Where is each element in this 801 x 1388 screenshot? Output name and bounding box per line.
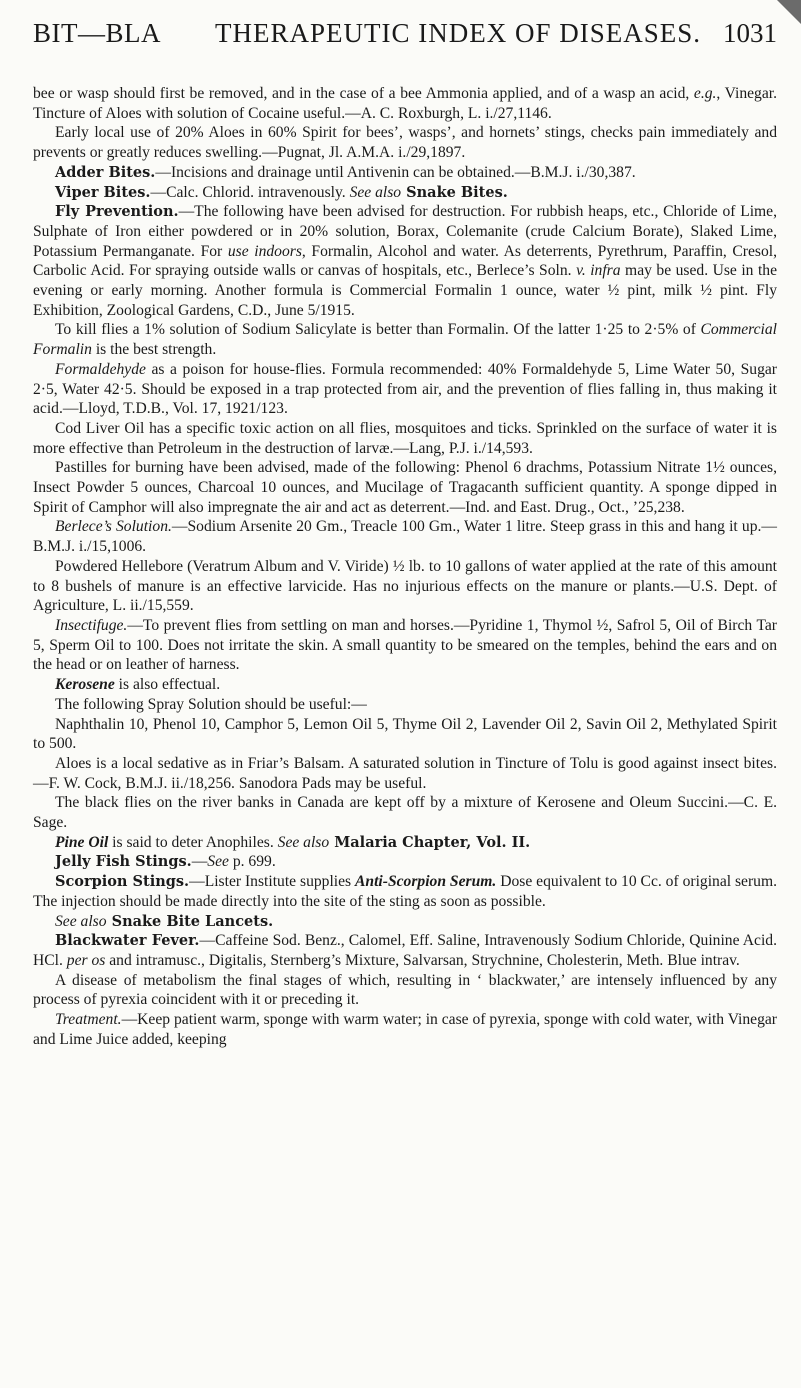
- emphasis-text: v. infra: [576, 262, 621, 280]
- paragraph: [33, 912, 777, 932]
- paragraph: [33, 123, 777, 162]
- emphasis-text: Kerosene: [55, 676, 115, 694]
- text-run: and intramusc., Digitalis, Sternberg’s Mixture, Salvarsan, Strychnine, Cholesterin, Meth. Blue intrav.: [105, 951, 740, 969]
- emphasis-text: Anti-Scorpion Serum.: [355, 873, 497, 891]
- paragraph: [33, 163, 777, 183]
- text-run: —: [191, 853, 208, 871]
- page-body: [33, 84, 777, 1049]
- paragraph: [33, 754, 777, 793]
- emphasis-text: Snake Bites.: [401, 183, 508, 201]
- emphasis-text: Jelly Fish Stings.: [55, 853, 192, 871]
- header-section-range: BIT—BLA: [33, 18, 161, 48]
- emphasis-text: See: [207, 853, 229, 871]
- emphasis-text: See also: [55, 912, 107, 930]
- text-run: is said to deter Anophiles.: [108, 833, 278, 851]
- text-run: —Lister Institute supplies: [189, 873, 356, 891]
- paragraph: [33, 202, 777, 320]
- text-run: Cod Liver Oil has a specific toxic action on all flies, mosquitoes and ticks. Sprinkled on the surface of water it is more effective than Petroleum in the destruction of larvæ.—Lang, P.J. i./14,593.: [33, 419, 777, 457]
- text-run: , Vinegar. Tincture of Aloes with solution of Cocaine useful.—A. C. Roxburgh, L. i./27,1146.: [33, 85, 777, 122]
- emphasis-text: Treatment.: [55, 1011, 122, 1029]
- text-run: p. 699.: [228, 853, 276, 871]
- emphasis-text: Blackwater Fever.: [55, 932, 200, 950]
- text-run: is the best strength.: [91, 341, 217, 359]
- emphasis-text: Viper Bites.: [55, 183, 151, 201]
- emphasis-text: Snake Bite Lancets.: [106, 912, 274, 930]
- emphasis-text: Commercial Formalin: [33, 321, 777, 359]
- text-run: —Sodium Arsenite 20 Gm., Treacle 100 Gm., Water 1 litre. Steep grass in this and hang it up.—B.M.J. i./15,1006.: [33, 518, 777, 556]
- paragraph: [33, 557, 777, 616]
- emphasis-text: See also: [277, 833, 330, 851]
- emphasis-text: Formaldehyde: [55, 360, 146, 378]
- emphasis-text: use indoors: [227, 242, 302, 260]
- text-run: Dose equivalent to 10 Cc. of original serum. The injection should be made directly into the site of the sting as soon as possible.: [33, 873, 778, 910]
- paragraph: [33, 419, 777, 458]
- text-run: Pastilles for burning have been advised, made of the following: Phenol 6 drachms, Potassium Nitrate 1½ ounces, Insect Powder 5 ounces, Charcoal 10 ounces, and Mucilage of Tragacanth sufficient quantity. A sponge dipped in Spirit of Camphor will also impregnate the air and act as deterrent.—Ind. and East. Drug., Oct., ’25,238.: [33, 459, 777, 516]
- paragraph: [33, 458, 777, 517]
- text-run: —Caffeine Sod. Benz., Calomel, Eff. Saline, Intravenously Sodium Chloride, Quinine Acid. HCl.: [33, 932, 777, 969]
- text-run: A disease of metabolism the final stages of which, resulting in ‘ blackwater,’ are intensely influenced by any process of pyrexia coincident with it or preceding it.: [33, 971, 777, 1009]
- text-run: Aloes is a local sedative as in Friar’s Balsam. A saturated solution in Tincture of Tolu is good against insect bites.—F. W. Cock, B.M.J. ii./18,256. Sanodora Pads may be useful.: [33, 754, 777, 792]
- text-run: —Calc. Chlorid. intravenously.: [150, 183, 350, 201]
- text-run: —The following have been advised for destruction. For rubbish heaps, etc., Chloride of Lime, Sulphate of Iron either powdered or in 20% solution, Borax, Colemanite (crude Calcium Borate), Slaked Lime, Potassium Permanganate. For: [33, 203, 777, 260]
- text-run: Early local use of 20% Aloes in 60% Spirit for bees’, wasps’, and hornets’ stings, checks pain immediately and prevents or greatly reduces swelling.—Pugnat, Jl. A.M.A. i./29,1897.: [33, 124, 777, 162]
- emphasis-text: Insectifuge.: [55, 616, 128, 634]
- emphasis-text: Fly Prevention.: [55, 203, 179, 221]
- text-run: , Formalin, Alcohol and water. As deterrents, Pyrethrum, Paraffin, Cresol, Carbolic Acid. For spraying outside walls or canvas of hospitals, etc., Berlece’s Soln.: [33, 242, 777, 280]
- text-run: The black flies on the river banks in Canada are kept off by a mixture of Kerosene and Oleum Succini.—C. E. Sage.: [33, 794, 777, 832]
- paragraph: [33, 793, 777, 832]
- emphasis-text: See also: [349, 183, 402, 201]
- paragraph: [33, 517, 777, 556]
- paragraph: [33, 872, 777, 911]
- paragraph: [33, 183, 777, 203]
- paragraph: [33, 1010, 777, 1049]
- text-run: may be used. Use in the evening or early morning. Another formula is Commercial Formalin 1 ounce, water ½ pint, milk ½ pint. Fly Exhibition, Zoological Gardens, C.D., June 5/1915.: [33, 262, 778, 319]
- paragraph: [33, 852, 777, 872]
- paragraph: [33, 360, 777, 419]
- emphasis-text: Malaria Chapter, Vol. II.: [329, 833, 531, 851]
- text-run: —Keep patient warm, sponge with warm water; in case of pyrexia, sponge with cold water, with Vinegar and Lime Juice added, keeping: [33, 1011, 777, 1048]
- paragraph: [33, 833, 777, 853]
- emphasis-text: per os: [66, 951, 106, 969]
- paragraph: [33, 715, 777, 754]
- paragraph: [33, 675, 777, 695]
- text-run: bee or wasp should first be removed, and in the case of a bee Ammonia applied, and of a wasp an acid,: [33, 85, 694, 102]
- text-run: —Incisions and drainage until Antivenin can be obtained.—B.M.J. i./30,387.: [155, 163, 636, 181]
- emphasis-text: Berlece’s Solution.: [55, 518, 172, 536]
- text-run: as a poison for house-flies. Formula recommended: 40% Formaldehyde 5, Lime Water 50, Sugar 2·5, Water 42·5. Should be exposed in a trap protected from air, and the prevention of flies falling in, thus making it acid.—Lloyd, T.D.B., Vol. 17, 1921/123.: [33, 360, 777, 418]
- emphasis-text: Adder Bites.: [55, 163, 156, 181]
- text-run: is also effectual.: [114, 676, 221, 694]
- text-run: To kill flies a 1% solution of Sodium Salicylate is better than Formalin. Of the latter 1·25 to 2·5% of: [55, 321, 701, 339]
- paragraph: [33, 320, 777, 359]
- emphasis-text: e.g.: [693, 85, 717, 102]
- emphasis-text: Scorpion Stings.: [55, 873, 190, 891]
- text-run: Naphthalin 10, Phenol 10, Camphor 5, Lemon Oil 5, Thyme Oil 2, Lavender Oil 2, Savin Oil 2, Methylated Spirit to 500.: [33, 715, 777, 753]
- header-title: THERAPEUTIC INDEX OF DISEASES.: [215, 18, 702, 48]
- paragraph: [33, 931, 777, 970]
- paragraph: [33, 616, 777, 675]
- emphasis-text: Pine Oil: [55, 833, 109, 851]
- paragraph: [33, 971, 777, 1010]
- text-run: The following Spray Solution should be useful:—: [55, 695, 367, 713]
- running-header: [33, 18, 781, 58]
- page-number: 1031: [723, 18, 777, 48]
- paragraph: [33, 84, 777, 123]
- paragraph: [33, 695, 777, 715]
- text-run: Powdered Hellebore (Veratrum Album and V. Viride) ½ lb. to 10 gallons of water applied at the rate of this amount to 8 bushels of manure is an effective larvicide. Has no injurious effects on the manure or plants.—U.S. Dept. of Agriculture, L. ii./15,559.: [33, 557, 777, 615]
- text-run: —To prevent flies from settling on man and horses.—Pyridine 1, Thymol ½, Safrol 5, Oil of Birch Tar 5, Sperm Oil to 100. Does not irritate the skin. A small quantity to be smeared on the temples, behind the ears and on the head or on leather of harness.: [33, 616, 777, 674]
